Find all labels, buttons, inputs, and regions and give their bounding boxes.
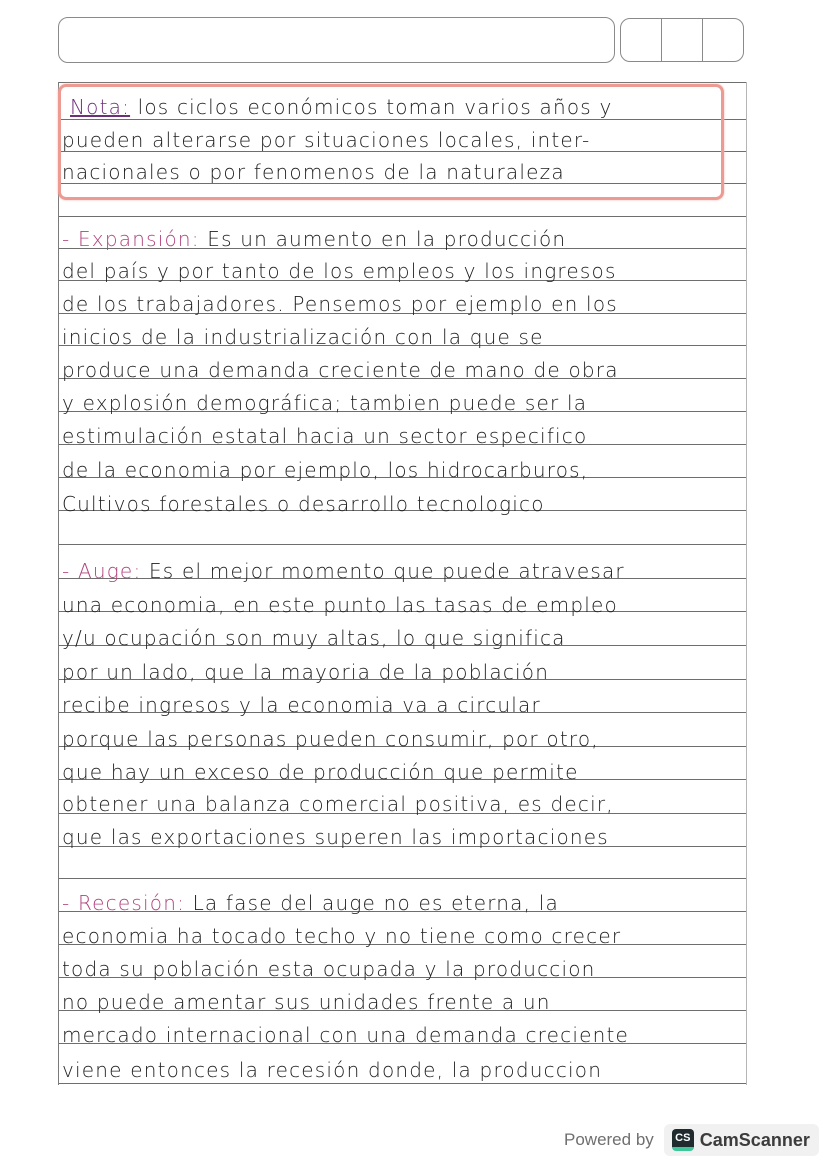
section-expansion-line: estimulación estatal hacia un sector especifico [62,424,588,448]
camscanner-logo-icon: CS [672,1129,694,1151]
section-expansion-line: de los trabajadores. Pensemos por ejemplo en los [62,292,618,316]
section-expansion-line: produce una demanda creciente de mano de obra [62,358,619,382]
camscanner-brand-name: CamScanner [699,1129,810,1150]
section-keyword-expansion: - Expansión: [62,227,200,251]
section-recesion-line: - Recesión: La fase del auge no es eterna, la [62,891,559,915]
section-auge-line: recibe ingresos y la economia va a circular [62,693,541,717]
section-keyword-auge: - Auge: [62,559,142,583]
section-auge-line: una economia, en este punto las tasas de empleo [62,593,618,617]
section-expansion-line: de la economia por ejemplo, los hidrocarburos, [62,458,589,482]
header-title-box [58,17,615,63]
section-auge-line: obtener una balanza comercial positiva, es decir, [62,792,614,816]
rule-line [59,82,746,83]
date-cell-month [662,19,703,61]
section-auge-line: que las exportaciones superen las importaciones [62,825,609,849]
section-expansion-line: - Expansión: Es un aumento en la producción [62,227,567,251]
section-auge-line: porque las personas pueden consumir, por otro, [62,727,599,751]
section-recesion-line: no puede amentar sus unidades frente a un [62,990,551,1014]
powered-by-text: Powered by [564,1130,654,1149]
section-auge-line: que hay un exceso de producción que permite [62,760,579,784]
section-auge-line: por un lado, que la mayoria de la población [62,660,550,684]
rule-line [59,544,746,545]
section-auge-line: - Auge: Es el mejor momento que puede atravesar [62,559,625,583]
camscanner-watermark [564,1122,819,1158]
section-expansion-line: Cultivos forestales o desarrollo tecnologico [62,492,545,516]
section-keyword-recesion: - Recesión: [62,891,186,915]
rule-line [59,878,746,879]
date-cell-day [621,19,662,61]
rule-line [59,1083,746,1084]
note-line: Nota: los ciclos económicos toman varios años y [70,95,613,119]
header-date-box [620,18,744,62]
note-line: pueden alterarse por situaciones locales, inter- [62,128,591,152]
section-expansion-line: inicios de la industrialización con la que se [62,325,544,349]
rule-line [59,216,746,217]
section-expansion-line: y explosión demográfica; tambien puede ser la [62,391,588,415]
date-cell-year [703,19,743,61]
section-recesion-line: mercado internacional con una demanda creciente [62,1023,630,1047]
section-auge-line: y/u ocupación son muy altas, lo que significa [62,626,566,650]
camscanner-badge [664,1124,819,1156]
section-recesion-line: economia ha tocado techo y no tiene como crecer [62,924,622,948]
note-label: Nota: [70,95,131,119]
section-expansion-line: del país y por tanto de los empleos y los ingresos [62,259,617,283]
section-recesion-line: viene entonces la recesión donde, la produccion [62,1058,603,1082]
note-line: nacionales o por fenomenos de la naturaleza [62,160,565,184]
section-recesion-line: toda su población esta ocupada y la produccion [62,957,596,981]
